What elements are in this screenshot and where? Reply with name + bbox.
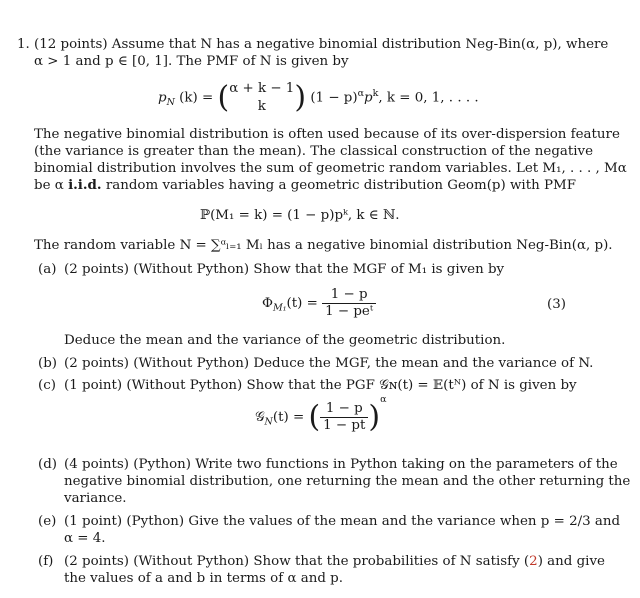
- pgf-lhs-sub: N: [264, 416, 273, 428]
- part-f-line2: the values of a and b in terms of α and p.: [64, 571, 344, 586]
- iid-bold: i.i.d.: [68, 177, 102, 193]
- pmf-lhs-arg: (k) =: [179, 90, 214, 106]
- part-e-line2: α = 4.: [64, 531, 106, 546]
- problem-intro-line2: α > 1 and p ∈ [0, 1]. The PMF of N is given by: [34, 54, 349, 69]
- pgf-open-paren: (: [308, 399, 321, 435]
- equation-reference-link[interactable]: 2: [529, 554, 538, 569]
- geom-pmf-equation: ℙ(M₁ = k) = (1 − p)pᵏ, k ∈ ℕ.: [200, 208, 400, 223]
- part-a-text: (2 points) (Without Python) Show that the MGF of M₁ is given by: [64, 262, 505, 277]
- part-c-text: (1 point) (Without Python) Show that the PGF 𝒢ɴ(t) = 𝔼(tᴺ) of N is given by: [64, 378, 577, 393]
- part-c-label: (c): [38, 378, 56, 393]
- paragraph-line2: (the variance is greater than the mean). The classical construction of the negative: [34, 144, 594, 159]
- pgf-close-paren: ): [368, 399, 381, 435]
- part-d-line2: negative binomial distribution, one returning the mean and the other returning the: [64, 474, 631, 489]
- pgf-lhs-arg: (t) =: [272, 410, 305, 425]
- pmf-pk-sup: k: [372, 88, 379, 100]
- pgf-lhs: 𝒢: [255, 410, 265, 425]
- part-a-label: (a): [38, 262, 57, 277]
- mgf-lhs: Φ: [262, 296, 273, 311]
- mgf-fraction: [322, 287, 376, 320]
- pmf-range: , k = 0, 1, . . . .: [378, 90, 479, 106]
- pgf-numerator: 1 − p: [320, 401, 368, 418]
- pgf-fraction: [320, 401, 368, 434]
- binom-open-paren: (: [217, 80, 230, 115]
- pgf-equation: [255, 393, 387, 435]
- part-b-label: (b): [38, 356, 58, 371]
- paragraph-line1: The negative binomial distribution is often used because of its over-dispersion feature: [34, 127, 620, 142]
- pgf-denominator: 1 − pt: [323, 418, 366, 433]
- problem-intro-line1: (12 points) Assume that N has a negative binomial distribution Neg-Bin(α, p), where: [34, 37, 609, 52]
- mgf-lhs-sub: M₁: [272, 302, 287, 314]
- part-f-line1: (2 points) (Without Python) Show that the probabilities of N satisfy (2) and give: [64, 554, 605, 569]
- mgf-denominator: 1 − peᵗ: [325, 304, 374, 319]
- pmf-lhs-sub: N: [166, 97, 175, 109]
- pmf-binomial: [229, 80, 294, 116]
- pmf-rest: (1 − p): [310, 90, 358, 106]
- mgf-equation: [262, 287, 376, 320]
- part-b-text: (2 points) (Without Python) Deduce the MGF, the mean and the variance of N.: [64, 356, 594, 371]
- part-f-label: (f): [38, 554, 54, 569]
- binom-bottom: k: [257, 99, 266, 114]
- pgf-exponent: α: [380, 393, 387, 405]
- part-d-label: (d): [38, 457, 58, 472]
- binom-top: α + k − 1: [229, 81, 295, 96]
- part-d-line3: variance.: [64, 491, 127, 506]
- part-d-line1: (4 points) (Python) Write two functions in Python taking on the parameters of the: [64, 457, 618, 472]
- pmf-rest-sup: α: [357, 88, 365, 100]
- pmf-equation: [158, 80, 479, 116]
- mgf-equation-number: (3): [547, 297, 566, 312]
- mgf-numerator: 1 − p: [322, 287, 376, 304]
- problem-number: 1.: [17, 37, 30, 52]
- paragraph-line4: be α i.i.d. random variables having a geometric distribution Geom(p) with PMF: [34, 177, 576, 193]
- binom-close-paren: ): [294, 80, 307, 115]
- pmf-pk: p: [364, 90, 373, 106]
- part-e-line1: (1 point) (Python) Give the values of the mean and the variance when p = 2/3 and: [64, 514, 621, 529]
- part-e-label: (e): [38, 514, 57, 529]
- pmf-lhs: p: [158, 90, 167, 106]
- sum-line: The random variable N = ∑ᵅₗ₌₁ Mₗ has a negative binomial distribution Neg-Bin(α, p).: [34, 238, 613, 253]
- paragraph-line3: binomial distribution involves the sum of geometric random variables. Let M₁, . . . , Mα: [34, 161, 627, 176]
- mgf-lhs-arg: (t) =: [286, 296, 318, 311]
- part-a-followup: Deduce the mean and the variance of the geometric distribution.: [64, 333, 506, 348]
